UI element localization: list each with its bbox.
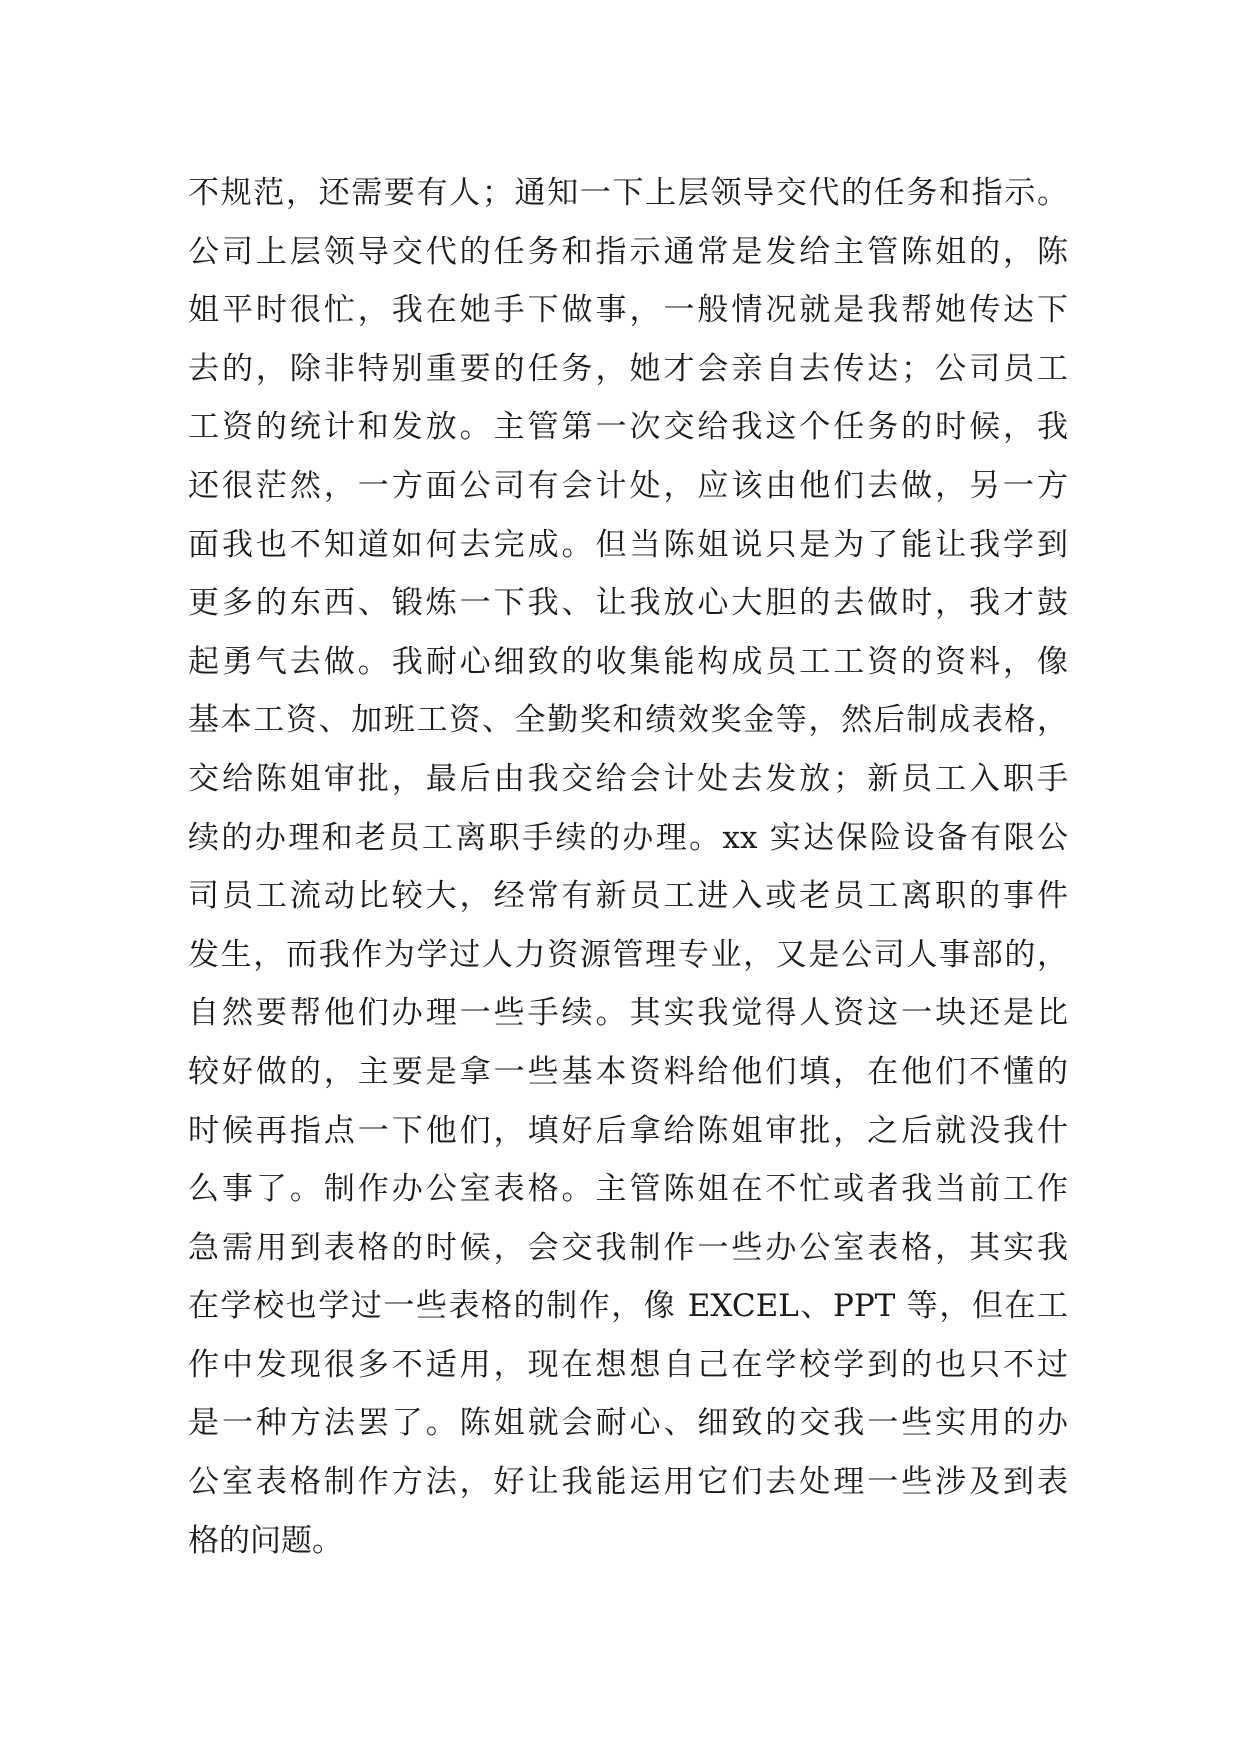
text-line: 续的办理和老员工离职手续的办理。xx 实达保险设备有限公 [188, 819, 1068, 856]
text-line: 急需用到表格的时候，会交我制作一些办公室表格，其实我 [188, 1229, 1068, 1266]
text-line: 时候再指点一下他们，填好后拿给陈姐审批，之后就没我什 [188, 1112, 1068, 1149]
text-line: 基本工资、加班工资、全勤奖和绩效奖金等，然后制成表格， [188, 702, 1068, 739]
text-line-last: 格的问题。 [188, 1522, 343, 1559]
text-line: 姐平时很忙，我在她手下做事，一般情况就是我帮她传达下 [188, 292, 1068, 329]
text-line: 么事了。制作办公室表格。主管陈姐在不忙或者我当前工作 [188, 1171, 1068, 1208]
text-line: 去的，除非特别重要的任务，她才会亲自去传达；公司员工 [188, 350, 1068, 387]
text-line: 工资的统计和发放。主管第一次交给我这个任务的时候，我 [188, 409, 1068, 446]
body-paragraph [188, 164, 1068, 1570]
text-line: 公司上层领导交代的任务和指示通常是发给主管陈姐的，陈 [188, 233, 1068, 270]
text-line: 发生，而我作为学过人力资源管理专业，又是公司人事部的， [188, 936, 1068, 973]
text-line: 自然要帮他们办理一些手续。其实我觉得人资这一块还是比 [188, 995, 1068, 1032]
text-line: 是一种方法罢了。陈姐就会耐心、细致的交我一些实用的办 [188, 1405, 1068, 1442]
text-line: 作中发现很多不适用，现在想想自己在学校学到的也只不过 [188, 1346, 1068, 1383]
text-line: 还很茫然，一方面公司有会计处，应该由他们去做，另一方 [188, 467, 1068, 504]
text-line: 较好做的，主要是拿一些基本资料给他们填，在他们不懂的 [188, 1053, 1068, 1090]
text-line: 起勇气去做。我耐心细致的收集能构成员工工资的资料，像 [188, 643, 1068, 680]
text-line: 在学校也学过一些表格的制作，像 EXCEL、PPT 等，但在工 [188, 1288, 1068, 1325]
text-line: 司员工流动比较大，经常有新员工进入或老员工离职的事件 [188, 878, 1068, 915]
text-line: 不规范，还需要有人；通知一下上层领导交代的任务和指示。 [188, 175, 1068, 211]
text-line: 公室表格制作方法，好让我能运用它们去处理一些涉及到表 [188, 1464, 1068, 1501]
text-line: 交给陈姐审批，最后由我交给会计处去发放；新员工入职手 [188, 760, 1068, 797]
text-line: 更多的东西、锻炼一下我、让我放心大胆的去做时，我才鼓 [188, 585, 1068, 622]
text-line: 面我也不知道如何去完成。但当陈姐说只是为了能让我学到 [188, 526, 1068, 563]
